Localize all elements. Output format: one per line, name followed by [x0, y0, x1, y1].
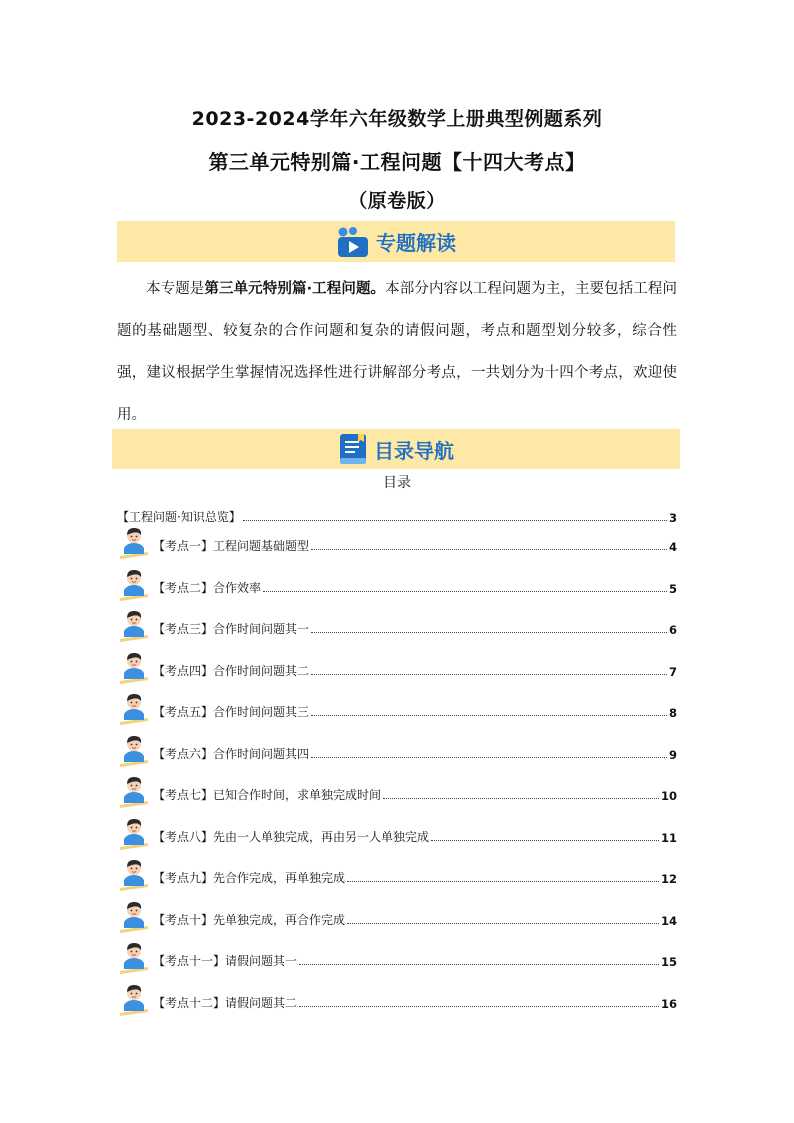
- toc-dot-leader: [299, 963, 659, 965]
- student-avatar-icon: [117, 734, 151, 768]
- section-title-intro: 专题解读: [376, 231, 456, 255]
- toc-dot-leader: [347, 922, 659, 924]
- toc-entry-label: 【考点一】工程问题基础题型: [153, 539, 310, 553]
- toc-entry-page: 12: [660, 872, 677, 886]
- toc-entry-page: 10: [660, 789, 677, 803]
- toc-entry[interactable]: [117, 939, 677, 969]
- toc-entry-page: 16: [660, 996, 677, 1011]
- toc-entry-page: 11: [660, 830, 677, 845]
- toc-entry-label: 【考点九】先合作完成，再单独完成: [153, 871, 346, 885]
- video-icon: [336, 226, 370, 258]
- student-avatar-icon: [117, 609, 151, 643]
- student-avatar-icon: [117, 900, 151, 934]
- intro-text-start: 本专题是: [146, 281, 205, 297]
- toc-dot-leader: [243, 519, 667, 521]
- toc-entry-label: 【考点十】先单独完成，再合作完成: [153, 912, 346, 927]
- student-avatar-icon: [117, 858, 151, 892]
- toc-entry-label: 【考点五】合作时间问题其三: [153, 705, 310, 719]
- toc-entry[interactable]: [117, 815, 677, 845]
- toc-dot-leader: [311, 673, 667, 675]
- toc-entry-label: 【考点六】合作时间问题其四: [153, 746, 310, 761]
- student-avatar-icon: [117, 983, 151, 1017]
- toc-entry-page: 7: [668, 664, 677, 679]
- toc-entry-label: 【工程问题·知识总览】: [117, 510, 241, 524]
- student-avatar-icon: [117, 651, 151, 685]
- student-avatar-icon: [117, 775, 151, 809]
- toc-entry[interactable]: [117, 856, 677, 886]
- toc-entry-page: 14: [660, 913, 677, 928]
- toc-entry[interactable]: [117, 524, 677, 554]
- intro-text-bold: 第三单元特别篇·工程问题。: [204, 281, 386, 297]
- toc-entry[interactable]: [117, 649, 677, 679]
- toc-dot-leader: [263, 590, 667, 592]
- toc-entry-label: 【考点七】已知合作时间，求单独完成时间: [153, 788, 382, 802]
- toc-entry-label: 【考点八】先由一人单独完成，再由另一人单独完成: [153, 829, 430, 844]
- toc-entry[interactable]: [117, 495, 677, 525]
- section-title-toc: 目录导航: [374, 438, 454, 463]
- toc-dot-leader: [311, 756, 667, 758]
- toc-entry-page: 3: [668, 511, 677, 525]
- toc-entry[interactable]: [117, 898, 677, 928]
- toc-entry-label: 【考点十一】请假问题其一: [153, 954, 298, 968]
- document-subtitle: 第三单元特别篇·工程问题【十四大考点】: [208, 150, 586, 174]
- toc-heading: 目录: [383, 475, 411, 491]
- toc-entry-page: 4: [668, 540, 677, 554]
- document-version: （原卷版）: [348, 190, 446, 212]
- toc-entry-page: 6: [668, 623, 677, 637]
- toc-entry-label: 【考点三】合作时间问题其一: [153, 622, 310, 636]
- toc-dot-leader: [311, 714, 667, 716]
- toc-entry[interactable]: [117, 607, 677, 637]
- toc-dot-leader: [311, 548, 667, 550]
- toc-entry-label: 【考点四】合作时间问题其二: [153, 663, 310, 678]
- toc-entry[interactable]: [117, 732, 677, 762]
- toc-dot-leader: [311, 631, 667, 633]
- student-avatar-icon: [117, 817, 151, 851]
- section-banner-intro: [117, 221, 675, 262]
- section-banner-toc: [112, 429, 680, 469]
- toc-entry-page: 15: [660, 955, 677, 969]
- book-icon: [338, 432, 368, 466]
- student-avatar-icon: [117, 692, 151, 726]
- intro-text-rest: 本部分内容以工程问题为主，主要包括工程问题的基础题型、较复杂的合作问题和复杂的请假问题，考点和题型划分较多，综合性强，建议根据学生掌握情况选择性进行讲解部分考点，一共划分为十四个考点，欢迎使用。: [117, 281, 677, 423]
- student-avatar-icon: [117, 941, 151, 975]
- toc-entry-page: 8: [668, 706, 677, 720]
- intro-paragraph: [117, 268, 677, 436]
- toc-entry-label: 【考点十二】请假问题其二: [153, 995, 298, 1010]
- toc-dot-leader: [431, 839, 659, 841]
- toc-entry-page: 9: [668, 747, 677, 762]
- toc-dot-leader: [299, 1005, 659, 1007]
- toc-entry-page: 5: [668, 581, 677, 596]
- toc-entry-label: 【考点二】合作效率: [153, 580, 262, 595]
- toc-entry[interactable]: [117, 981, 677, 1011]
- toc-entry[interactable]: [117, 690, 677, 720]
- toc-dot-leader: [347, 880, 659, 882]
- document-title: 2023-2024学年六年级数学上册典型例题系列: [191, 108, 603, 130]
- toc-dot-leader: [383, 797, 659, 799]
- toc-entry[interactable]: [117, 566, 677, 596]
- toc-entry[interactable]: [117, 773, 677, 803]
- student-avatar-icon: [117, 568, 151, 602]
- student-avatar-icon: [117, 526, 151, 560]
